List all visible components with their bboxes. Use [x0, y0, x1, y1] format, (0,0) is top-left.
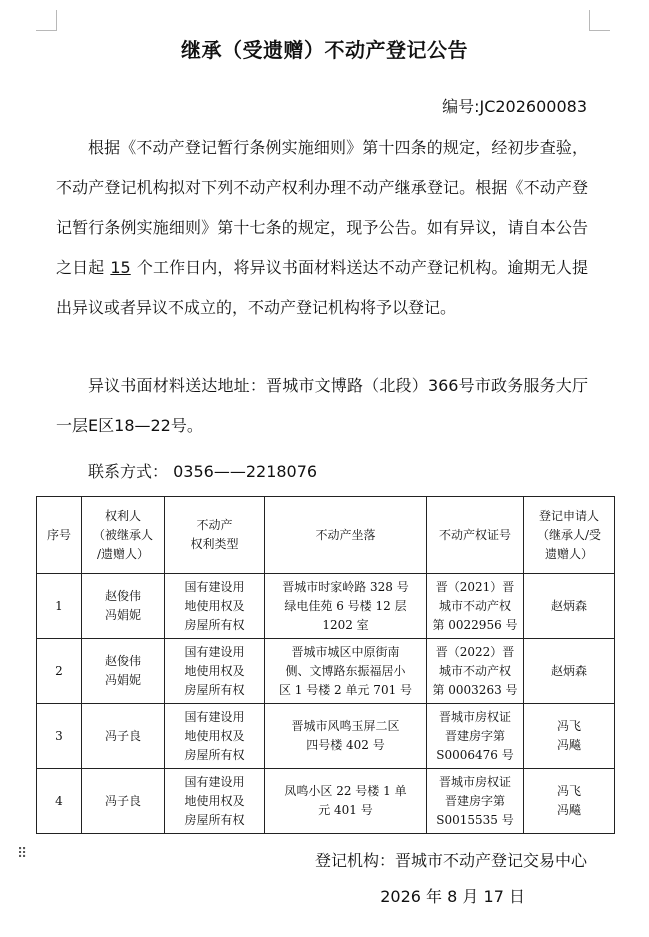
header-right-holder: 权利人 （被继承人 /遗赠人） [82, 497, 165, 574]
page-corner-mark-right [589, 10, 610, 31]
contact-label: 联系方式： [88, 462, 169, 481]
document-title: 继承（受遗赠）不动产登记公告 [181, 38, 468, 62]
authority-label: 登记机构： [314, 851, 395, 870]
cell-right-type: 国有建设用 地使用权及 房屋所有权 [165, 704, 265, 769]
cell-right-holder: 冯子良 [82, 704, 165, 769]
cell-location: 晋城市城区中原街南 侧、文博路东振福居小 区 1 号楼 2 单元 701 号 [265, 639, 427, 704]
table-row [37, 704, 615, 769]
document-number-label: 编号: [442, 97, 480, 116]
cell-right-type: 国有建设用 地使用权及 房屋所有权 [165, 769, 265, 834]
cell-applicant: 冯飞 冯飚 [524, 704, 615, 769]
header-right-type: 不动产 权利类型 [165, 497, 265, 574]
cell-serial-no: 4 [37, 769, 82, 834]
cell-right-holder: 赵俊伟 冯娟妮 [82, 639, 165, 704]
cell-certificate-no: 晋城市房权证 晋建房字第 S0015535 号 [427, 769, 524, 834]
date-month: 8 [447, 887, 458, 906]
cell-right-type: 国有建设用 地使用权及 房屋所有权 [165, 639, 265, 704]
header-location: 不动产坐落 [265, 497, 427, 574]
header-serial-no: 序号 [37, 497, 82, 574]
cell-applicant: 赵炳森 [524, 574, 615, 639]
address-text-2: 号市政务服务大厅一层 [56, 376, 588, 435]
address-text-4: 号。 [170, 416, 203, 435]
address-zone: E [88, 416, 99, 435]
document-number [442, 94, 587, 117]
cell-location: 晋城市风鸣玉屏二区 四号楼 402 号 [265, 704, 427, 769]
address-text-3: 区 [98, 416, 115, 435]
address-text-1: 异议书面材料送达地址：晋城市文博路（北段） [88, 376, 428, 395]
registration-authority [315, 848, 587, 871]
cell-right-holder: 赵俊伟 冯娟妮 [82, 574, 165, 639]
contact-phone: 0356——2218076 [173, 462, 318, 481]
table-header-row [37, 497, 615, 574]
contact-paragraph [56, 452, 588, 492]
objection-address-paragraph [56, 366, 588, 446]
page-corner-mark-left [36, 10, 57, 31]
notice-paragraph [56, 128, 588, 328]
cell-serial-no: 1 [37, 574, 82, 639]
cell-location: 凤鸣小区 22 号楼 1 单 元 401 号 [265, 769, 427, 834]
cell-serial-no: 3 [37, 704, 82, 769]
header-applicant: 登记申请人 （继承人/受 遗赠人） [524, 497, 615, 574]
cell-applicant: 赵炳森 [524, 639, 615, 704]
date-year: 2026 [380, 887, 421, 906]
cell-certificate-no: 晋（2022）晋 城市不动产权 第 0003263 号 [427, 639, 524, 704]
cell-right-type: 国有建设用 地使用权及 房屋所有权 [165, 574, 265, 639]
cell-serial-no: 2 [37, 639, 82, 704]
address-number: 366 [427, 376, 459, 395]
notice-text-part-1: 根据《不动产登记暂行条例实施细则》第十四条的规定，经初步查验，不动产登记机构拟对下列不动产权利办理不动产继承登记。根据《不动产登记暂行条例实施细则》第十七条的规定，现予公告。如有异议，请自本公告之日起 [56, 138, 588, 277]
drag-handle-icon[interactable]: ⠿ [17, 846, 27, 862]
table-row [37, 574, 615, 639]
cell-certificate-no: 晋（2021）晋 城市不动产权 第 0022956 号 [427, 574, 524, 639]
cell-right-holder: 冯子良 [82, 769, 165, 834]
date-month-unit: 月 [462, 887, 479, 906]
address-range: 18—22 [114, 416, 171, 435]
header-certificate-no: 不动产权证号 [427, 497, 524, 574]
notice-date [380, 884, 525, 907]
table-body [37, 574, 615, 834]
cell-certificate-no: 晋城市房权证 晋建房字第 S0006476 号 [427, 704, 524, 769]
date-day: 17 [483, 887, 504, 906]
registration-table [36, 496, 615, 834]
authority-name: 晋城市不动产登记交易中心 [394, 851, 587, 870]
document-number-value: JC202600083 [479, 97, 587, 116]
objection-days: 15 [110, 258, 131, 277]
notice-text-part-2: 个工作日内，将异议书面材料送达不动产登记机构。逾期无人提出异议或者异议不成立的，不动产登记机构将予以登记。 [56, 258, 588, 317]
cell-applicant: 冯飞 冯飚 [524, 769, 615, 834]
table-row [37, 769, 615, 834]
cell-location: 晋城市时家岭路 328 号 绿电佳苑 6 号楼 12 层 1202 室 [265, 574, 427, 639]
date-year-unit: 年 [426, 887, 443, 906]
table-row [37, 639, 615, 704]
date-day-unit: 日 [508, 887, 525, 906]
